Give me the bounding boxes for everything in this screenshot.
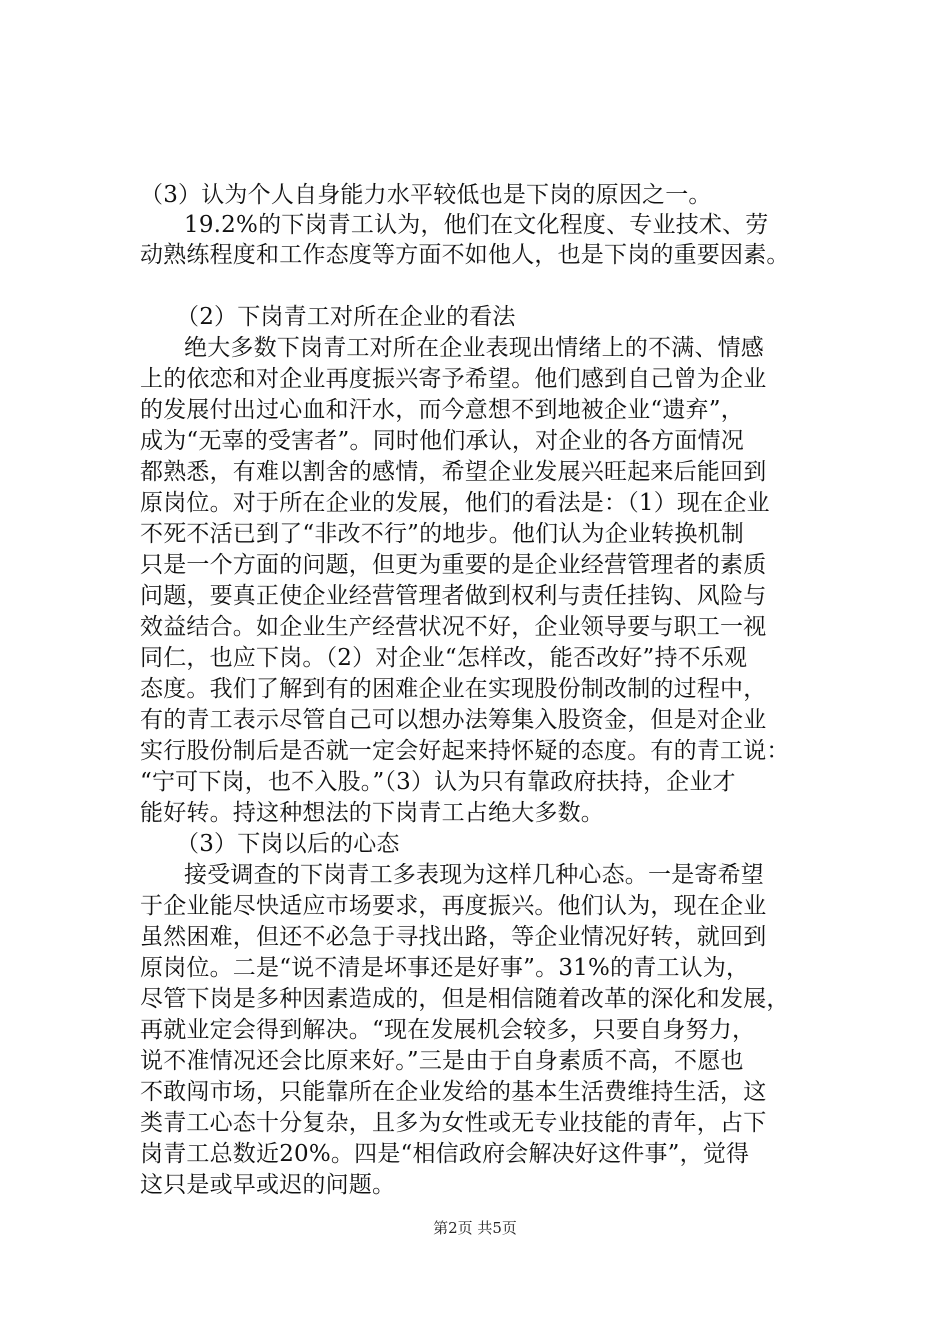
text-line: 成为“无辜的受害者”。同时他们承认，对企业的各方面情况: [140, 428, 744, 454]
page-footer: 第2页 共5页: [433, 1219, 517, 1237]
text-line: 问题，要真正使企业经营管理者做到权利与责任挂钩、风险与: [140, 583, 767, 609]
text-line: 接受调查的下岗青工多表现为这样几种心态。一是寄希望: [184, 862, 764, 888]
text-line: 虽然困难，但还不必急于寻找出路，等企业情况好转，就回到: [140, 924, 767, 950]
text-line: 说不准情况还会比原来好。”三是由于自身素质不高，不愿也: [140, 1048, 744, 1074]
text-line: 原岗位。二是“说不清是坏事还是好事”。31%的青工认为，: [140, 955, 750, 981]
text-line: （3）认为个人自身能力水平较低也是下岗的原因之一。: [140, 182, 712, 208]
text-line: 态度。我们了解到有的困难企业在实现股份制改制的过程中，: [140, 676, 767, 702]
text-line: 不敢闯市场，只能靠所在企业发给的基本生活费维持生活，这: [140, 1079, 767, 1105]
text-line: 的发展付出过心血和汗水，而今意想不到地被企业“遗弃”，: [140, 397, 744, 423]
text-line: 19.2%的下岗青工认为，他们在文化程度、专业技术、劳: [184, 212, 769, 238]
text-line: 岗青工总数近20%。四是“相信政府会解决好这件事”，觉得: [140, 1141, 750, 1167]
text-line: 再就业定会得到解决。“现在发展机会较多，只要自身努力，: [140, 1017, 756, 1043]
text-line: 动熟练程度和工作态度等方面不如他人，也是下岗的重要因素。: [140, 242, 790, 268]
text-line: “宁可下岗，也不入股。”（3）认为只有靠政府扶持，企业才: [140, 769, 736, 795]
text-line: 尽管下岗是多种因素造成的，但是相信随着改革的深化和发展，: [140, 986, 790, 1012]
text-line: 只是一个方面的问题，但更为重要的是企业经营管理者的素质: [140, 552, 767, 578]
text-line: 效益结合。如企业生产经营状况不好，企业领导要与职工一视: [140, 614, 767, 640]
text-line: 同仁，也应下岗。（2）对企业“怎样改，能否改好”持不乐观: [140, 645, 748, 671]
text-line: 上的依恋和对企业再度振兴寄予希望。他们感到自己曾为企业: [140, 366, 767, 392]
text-line: 能好转。持这种想法的下岗青工占绝大多数。: [140, 800, 604, 826]
text-line: 原岗位。对于所在企业的发展，他们的看法是：（1）现在企业: [140, 490, 770, 516]
section-heading: （3）下岗以后的心态: [176, 831, 400, 857]
section-heading: （2）下岗青工对所在企业的看法: [176, 304, 516, 330]
text-line: 实行股份制后是否就一定会好起来持怀疑的态度。有的青工说：: [140, 738, 790, 764]
text-line: 有的青工表示尽管自己可以想办法筹集入股资金，但是对企业: [140, 707, 767, 733]
text-line: 不死不活已到了“非改不行”的地步。他们认为企业转换机制: [140, 521, 744, 547]
text-line: 都熟悉，有难以割舍的感情，希望企业发展兴旺起来后能回到: [140, 459, 767, 485]
text-line: 于企业能尽快适应市场要求，再度振兴。他们认为，现在企业: [140, 893, 767, 919]
text-line: 绝大多数下岗青工对所在企业表现出情绪上的不满、情感: [184, 335, 764, 361]
text-line: 这只是或早或迟的问题。: [140, 1172, 396, 1198]
text-line: 类青工心态十分复杂，且多为女性或无专业技能的青年，占下: [140, 1110, 767, 1136]
